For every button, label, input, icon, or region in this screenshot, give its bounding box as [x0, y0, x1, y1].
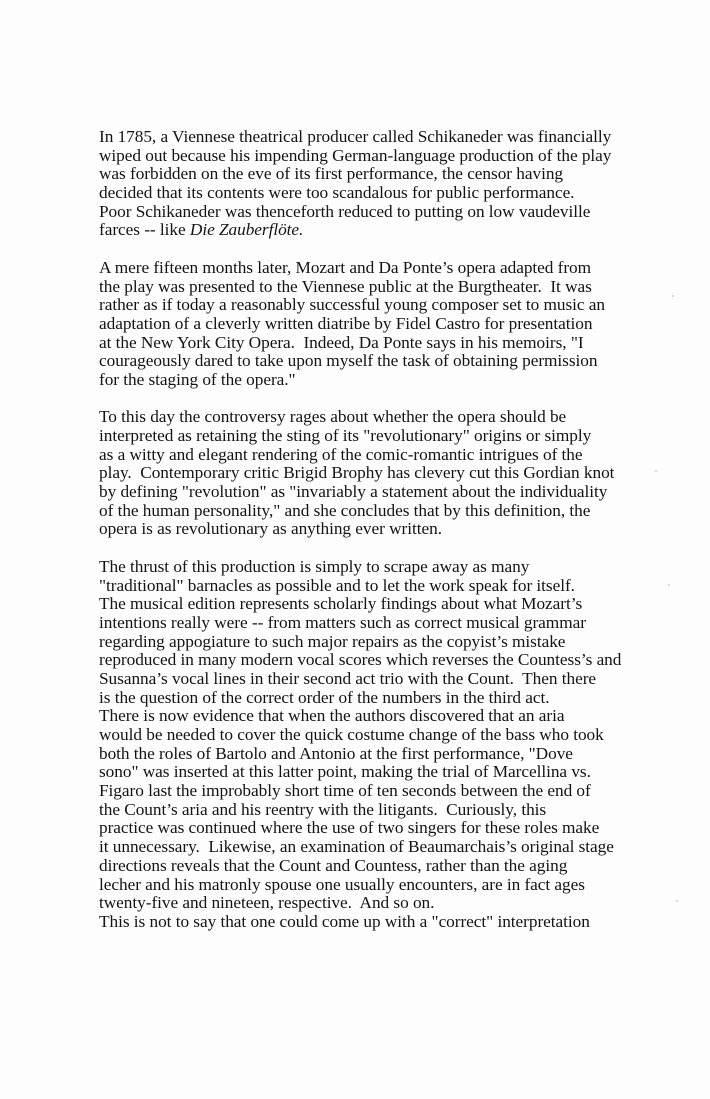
text-line: play. Contemporary critic Brigid Brophy has clevery cut this Gordian knot [99, 463, 615, 483]
text-line: This is not to say that one could come up with a "correct" interpretation [99, 911, 590, 931]
paragraph-production-thrust [99, 558, 679, 913]
paragraph-mozart-da-ponte [99, 259, 679, 390]
text-line: Poor Schikaneder was thenceforth reduced to putting on low vaudeville [99, 201, 591, 221]
text-line: wiped out because his impending German-language production of the play [99, 145, 612, 165]
text-line: To this day the controversy rages about whether the opera should be [99, 407, 567, 427]
text-segment: farces -- like [99, 220, 190, 240]
text-line: both the roles of Bartolo and Antonio at the first performance, "Dove [99, 743, 573, 763]
text-line: "traditional" barnacles as possible and to let the work speak for itself. [99, 575, 575, 595]
text-line: practice was continued where the use of two singers for these roles make [99, 818, 600, 838]
text-line: The thrust of this production is simply to scrape away as many [99, 556, 530, 576]
text-line: sono" was inserted at this latter point, making the trial of Marcellina vs. [99, 762, 591, 782]
paragraph-gap [99, 539, 679, 558]
text-line: as a witty and elegant rendering of the comic-romantic intrigues of the [99, 444, 583, 464]
scan-speck [672, 295, 674, 297]
scan-speck [668, 584, 670, 586]
text-line: In 1785, a Viennese theatrical producer called Schikaneder was financially [99, 127, 612, 146]
paragraph-schikaneder [99, 128, 679, 240]
text-line: rather as if today a reasonably successful young composer set to music an [99, 295, 605, 315]
text-line: twenty-five and nineteen, respective. And so on. [99, 893, 435, 913]
text-line: adaptation of a cleverly written diatribe by Fidel Castro for presentation [99, 313, 593, 333]
text-line: regarding appogiature to such major repairs as the copyist’s mistake [99, 631, 566, 651]
document-body [99, 128, 679, 932]
paragraph-gap [99, 390, 679, 409]
text-line: for the staging of the opera." [99, 369, 296, 389]
text-line: A mere fifteen months later, Mozart and Da Ponte’s opera adapted from [99, 257, 592, 277]
paragraph-controversy [99, 408, 679, 539]
text-line: directions reveals that the Count and Countess, rather than the aging [99, 855, 568, 875]
text-line: would be needed to cover the quick costume change of the bass who took [99, 725, 604, 744]
text-line: of the human personality," and she concludes that by this definition, the [99, 500, 591, 520]
scan-speck [655, 470, 657, 472]
italic-title: Die Zauberflöte. [189, 220, 304, 240]
text-line: Susanna’s vocal lines in their second act trio with the Count. Then there [99, 668, 597, 688]
text-line: the play was presented to the Viennese public at the Burgtheater. It was [99, 276, 592, 296]
scan-speck [676, 900, 678, 902]
text-line: courageously dared to take upon myself the task of obtaining permission [99, 351, 598, 371]
text-line: it unnecessary. Likewise, an examination of Beaumarchais’s original stage [99, 837, 614, 857]
paragraph-gap [99, 240, 679, 259]
text-line: reproduced in many modern vocal scores which reverses the Countess’s and [99, 650, 622, 670]
text-line: Figaro last the improbably short time of ten seconds between the end of [99, 781, 591, 801]
text-line [99, 221, 679, 240]
text-line: the Count’s aria and his reentry with the litigants. Curiously, this [99, 799, 547, 819]
text-line: decided that its contents were too scandalous for public performance. [99, 183, 575, 203]
text-line: interpreted as retaining the sting of its "revolutionary" origins or simply [99, 426, 592, 445]
text-line: lecher and his matronly spouse one usually encounters, are in fact ages [99, 874, 585, 894]
text-line: is the question of the correct order of the numbers in the third act. [99, 687, 550, 707]
text-line: was forbidden on the eve of its first performance, the censor having [99, 164, 563, 184]
text-line: at the New York City Opera. Indeed, Da Ponte says in his memoirs, "I [99, 332, 584, 352]
text-line: There is now evidence that when the authors discovered that an aria [99, 706, 565, 726]
text-line: opera is as revolutionary as anything ever written. [99, 519, 442, 539]
text-line: intentions really were -- from matters such as correct musical grammar [99, 612, 586, 632]
paragraph-interpretation [99, 913, 679, 932]
text-line: The musical edition represents scholarly findings about what Mozart’s [99, 594, 583, 614]
text-line: by defining "revolution" as "invariably a statement about the individuality [99, 482, 608, 502]
